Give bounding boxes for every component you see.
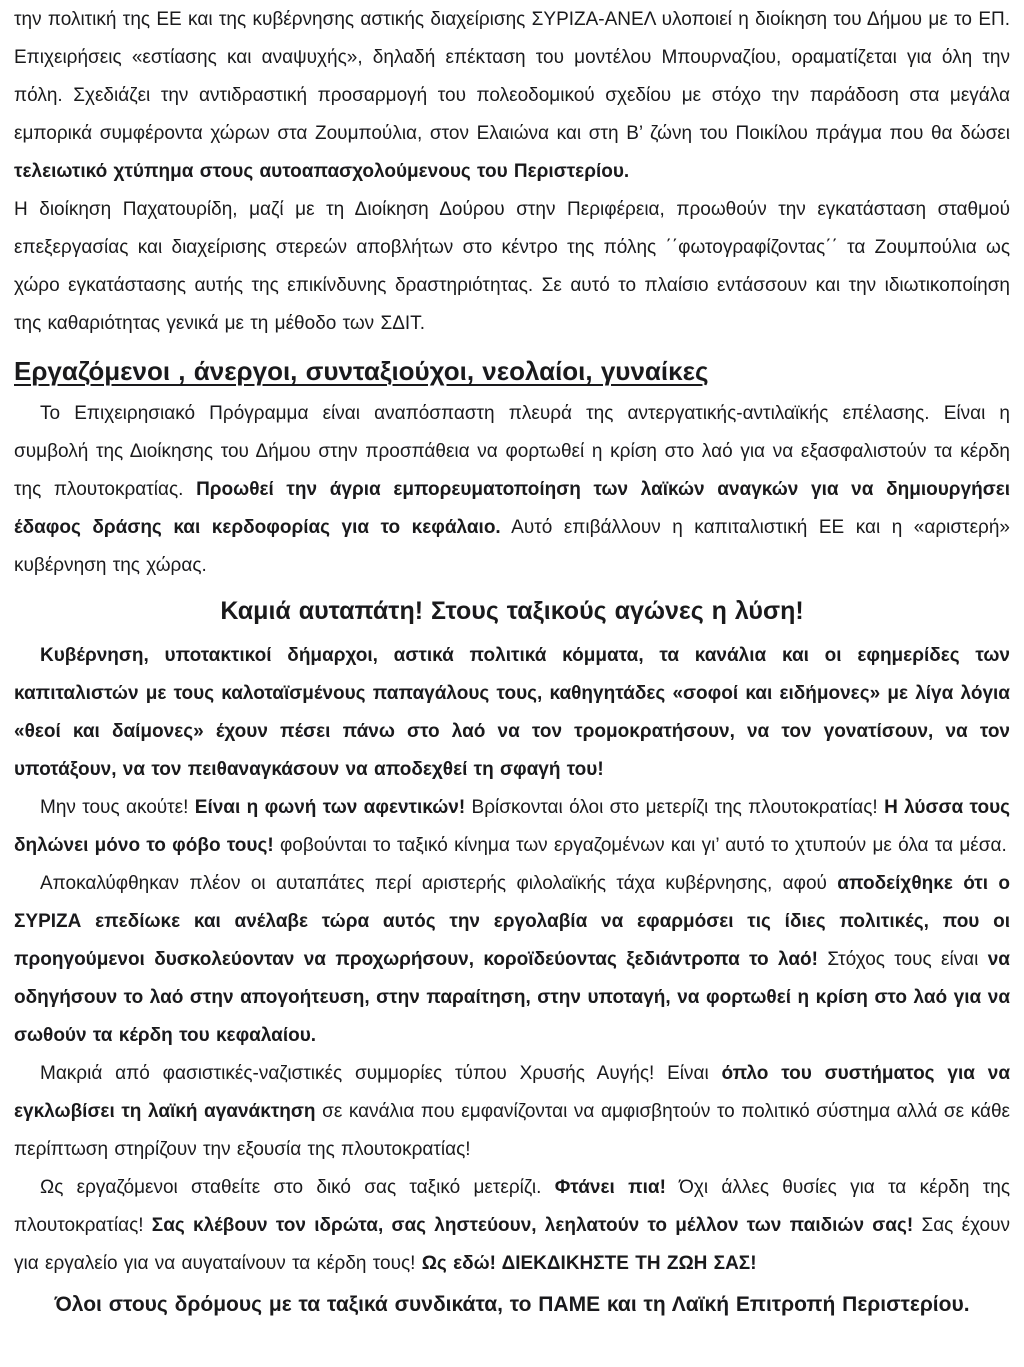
- text-run: Όχι άλλες θυσίες για τα κέρδη της πλουτοκρατίας!: [14, 1177, 1010, 1236]
- text-run: Βρίσκονται όλοι στο μετερίζι της πλουτοκρατίας!: [465, 797, 885, 818]
- text-run: αποδείχθηκε ότι ο ΣΥΡΙΖΑ επεδίωκε και ανέλαβε τώρα αυτός την εργολαβία να εφαρμόσει τις ίδιες πολιτικές, που οι προηγούμενοι δυσκολεύονταν να προχωρήσουν, κοροϊδεύοντας ξεδιάντροπα το λαό!: [14, 873, 1010, 970]
- text-run: Η διοίκηση Παχατουρίδη, μαζί με τη Διοίκηση Δούρου στην Περιφέρεια, προωθούν την εγκατάσταση σταθμού επεξεργασίας και διαχείρισης στερεών αποβλήτων στο κέντρο της πόλης ΄΄φωτογραφίζοντας΄΄ τα Ζουμπούλια ως χώρο εγκατάστασης αυτής της επικίνδυνης δραστηριότητας. Σε αυτό το πλαίσιο εντάσσουν και την ιδιωτικοποίηση της καθαριότητας γενικά με τη μέθοδο των ΣΔΙΤ.: [14, 199, 1010, 334]
- body-paragraph: [14, 395, 1010, 585]
- text-run: όπλο του συστήματος για να εγκλωβίσει τη λαϊκή αγανάκτηση: [14, 1063, 1011, 1122]
- text-run: Ως εδώ! ΔΙΕΚΔΙΚΗΣΤΕ ΤΗ ΖΩΗ ΣΑΣ!: [421, 1253, 757, 1274]
- text-run: φοβούνται το ταξικό κίνημα των εργαζομένων και γι’ αυτό το χτυπούν με όλα τα μέσα.: [273, 835, 1007, 856]
- text-run: Είναι η φωνή των αφεντικών!: [194, 797, 466, 818]
- text-run: Προωθεί την άγρια εμπορευματοποίηση των λαϊκών αναγκών για να δημιουργήσει έδαφος δράσης και κερδοφορίας για το κεφάλαιο.: [14, 479, 1010, 538]
- text-run: Αυτό επιβάλλουν η καπιταλιστική ΕΕ και η «αριστερή» κυβέρνηση της χώρας.: [14, 517, 1010, 576]
- text-run: Σας κλέβουν τον ιδρώτα, σας ληστεύουν, λεηλατούν το μέλλον των παιδιών σας!: [151, 1215, 914, 1236]
- text-run: Καμιά αυταπάτη! Στους ταξικούς αγώνες η λύση!: [220, 597, 804, 625]
- document-content: [14, 1, 1010, 1325]
- body-paragraph: [14, 865, 1010, 1055]
- text-run: Όλοι στους δρόμους με τα ταξικά συνδικάτα, το ΠΑΜΕ και τη Λαϊκή Επιτροπή Περιστερίου.: [54, 1293, 970, 1316]
- section-heading-centered: [14, 590, 1010, 632]
- body-paragraph: [14, 1169, 1010, 1283]
- text-run: Εργαζόμενοι , άνεργοι, συνταξιούχοι, νεολαίοι, γυναίκες: [14, 356, 709, 386]
- text-run: Σας έχουν για εργαλείο για να αυγαταίνουν τα κέρδη τους!: [14, 1215, 1010, 1274]
- body-paragraph: [14, 637, 1010, 789]
- body-paragraph: [14, 789, 1010, 865]
- text-run: Το Επιχειρησιακό Πρόγραμμα είναι αναπόσπαστη πλευρά της αντεργατικής-αντιλαϊκής επέλασης. Είναι η συμβολή της Διοίκησης του Δήμου στην προσπάθεια να φορτωθεί η κρίση στο λαό για να εξασφαλιστούν τα κέρδη της πλουτοκρατίας.: [14, 403, 1010, 500]
- text-run: να οδηγήσουν το λαό στην απογοήτευση, στην παραίτηση, στην υποταγή, να φορτωθεί η κρίση στο λαό για να σωθούν τα κέρδη του κεφαλαίου.: [14, 949, 1010, 1046]
- text-run: Μην τους ακούτε!: [40, 797, 195, 818]
- body-paragraph: [14, 1055, 1010, 1169]
- text-run: Κυβέρνηση, υποτακτικοί δήμαρχοι, αστικά πολιτικά κόμματα, τα κανάλια και οι εφημερίδες των καπιταλιστών με τους καλοταϊσμένους παπαγάλους τους, καθηγητάδες «σοφοί και ειδήμονες» με λίγα λόγια «θεοί και δαίμονες» έχουν πέσει πάνω στο λαό να τον τρομοκρατήσουν, να τον γονατίσουν, να τον υποτάξουν, να τον πειθαναγκάσουν να αποδεχθεί τη σφαγή του!: [14, 645, 1010, 780]
- body-paragraph: [14, 1, 1010, 191]
- text-run: Μακριά από φασιστικές-ναζιστικές συμμορίες τύπου Χρυσής Αυγής! Είναι: [40, 1063, 722, 1084]
- text-run: σε κανάλια που εμφανίζονται να αμφισβητούν το πολιτικό σύστημα αλλά σε κάθε περίπτωση στηρίζουν την εξουσία της πλουτοκρατίας!: [14, 1101, 1010, 1160]
- text-run: Φτάνει πια!: [554, 1177, 666, 1198]
- text-run: Αποκαλύφθηκαν πλέον οι αυταπάτες περί αριστερής φιλολαϊκής τάχα κυβέρνησης, αφού: [40, 873, 838, 894]
- closing-statement: [14, 1285, 1010, 1325]
- text-run: Ως εργαζόμενοι σταθείτε στο δικό σας ταξικό μετερίζι.: [40, 1177, 555, 1198]
- text-run: Στόχος τους είναι: [817, 949, 988, 970]
- text-run: τελειωτικό χτύπημα στους αυτοαπασχολούμενους του Περιστερίου.: [14, 161, 630, 182]
- body-paragraph: [14, 191, 1010, 343]
- text-run: την πολιτική της ΕΕ και της κυβέρνησης αστικής διαχείρισης ΣΥΡΙΖΑ-ΑΝΕΛ υλοποιεί η διοίκηση του Δήμου με το ΕΠ. Επιχειρήσεις «εστίασης και αναψυχής», δηλαδή επέκταση του μοντέλου Μπουρναζίου, οραματίζεται για όλη την πόλη. Σχεδιάζει την αντιδραστική προσαρμογή του πολεοδομικού σχεδίου με στόχο την παράδοση στα μεγάλα εμπορικά συμφέροντα χώρων στα Ζουμπούλια, στον Ελαιώνα και στη Β’ ζώνη του Ποικίλου πράγμα που θα δώσει: [14, 9, 1010, 144]
- section-heading-underlined: [14, 349, 1010, 393]
- text-run: Η λύσσα τους δηλώνει μόνο το φόβο τους!: [14, 797, 1011, 856]
